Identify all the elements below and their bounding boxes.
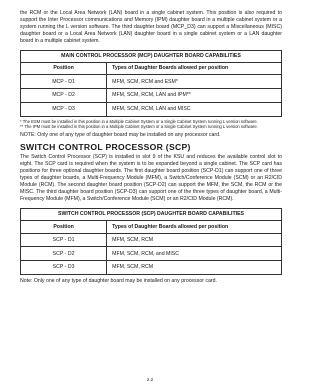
note-processor-card: Note: Only one of any type of daughter board may be installed on any processor card. <box>20 277 217 284</box>
footnote-esm: * The ESM must be installed in this position in a Multiple Cabinet System or a Single Cabinet System running L version software. <box>20 118 258 124</box>
scp-row-types: MFM, SCM, RCM, and MISC <box>107 247 282 261</box>
table-row <box>21 89 282 103</box>
footnotes <box>20 119 282 129</box>
mcp-col-position: Position <box>21 62 107 74</box>
scp-col-position: Position <box>21 221 107 233</box>
mcp-col-types: Types of Daughter Boards allowed per position <box>107 62 282 74</box>
table-row <box>21 233 282 247</box>
scp-col-types: Types of Daughter Boards allowed per position <box>107 221 282 233</box>
scp-row-position: SCP - D1 <box>21 233 107 247</box>
mcp-row-types: MFM, SCM, RCM, LAN and IPM** <box>107 89 282 103</box>
mcp-row-types: MFM, SCM, RCM, LAN and MISC <box>107 102 282 116</box>
mcp-row-position: MCP - D2 <box>21 89 107 103</box>
mcp-row-position: MCP - D1 <box>21 75 107 89</box>
table-row <box>21 247 282 261</box>
page-number: 2.2 <box>146 377 154 382</box>
scp-row-position: SCP - D3 <box>21 261 107 275</box>
mcp-table-title: MAIN CONTROL PROCESSOR (MCP) DAUGHTER BOARD CAPABILITIES <box>21 50 282 62</box>
note-one-type: NOTE: Only one of any type of daughter board may be installed on any processor card. <box>20 131 221 138</box>
scp-row-types: MFM, SCM, RCM <box>107 233 282 247</box>
scp-section-heading: SWITCH CONTROL PROCESSOR (SCP) <box>20 142 191 153</box>
table-row <box>21 102 282 116</box>
mcp-row-types: MFM, SCM, RCM and ESM* <box>107 75 282 89</box>
scp-capabilities-table <box>20 208 282 275</box>
intro-paragraph: the RCM or the Local Area Network (LAN) board in a single cabinet system. This position is also required to support the Inter Processor communications and Memory (IPM) daughter board in a multiple cabinet system or a system running the L version software. The third daughter board (MCP_D3) can support a Miscellaneous (MISC) daughter board or a Local Area Network (LAN) daughter board in a single cabinet system or a LAN daughter board in a multiple cabinet system. <box>20 10 282 44</box>
table-row <box>21 261 282 275</box>
scp-table-title: SWITCH CONTROL PROCESSOR (SCP) DAUGHTER BOARD CAPABILITIES <box>21 208 282 220</box>
document-page <box>20 10 282 284</box>
table-row <box>21 75 282 89</box>
scp-paragraph: The Switch Control Processor (SCP) is installed in slot 9 of the KSU and reduces the available control slot to eight. The SCP card is required when the system is to be expanded beyond a single cabinet. The SCP card has positions for three optional daughter boards. The first daughter board position (SCP-D1) can support one of three types of daughter boards, a Multi-Frequency Module (MFM), a Switch/Conference Module (SCM) or an R2/CID Module (RCM). The second daughter board position (SCP-D2) can support the MFM, the SCM, the RCM or the MISC. The third daughter board position (SCP-D3) can support one of the three types of daughter board, a Multi-Frequency Module (MFM), a Switch/Conference Module (SCM) or an R2/CID Module (RCM). <box>20 154 282 202</box>
footnote-ipm: ** The IPM must be installed in this position in a Multiple Cabinet System or a Single Cabinet System running L version software. <box>20 123 258 129</box>
mcp-row-position: MCP - D3 <box>21 102 107 116</box>
mcp-capabilities-table <box>20 50 282 117</box>
scp-row-position: SCP - D2 <box>21 247 107 261</box>
scp-row-types: MFM, SCM, RCM <box>107 261 282 275</box>
